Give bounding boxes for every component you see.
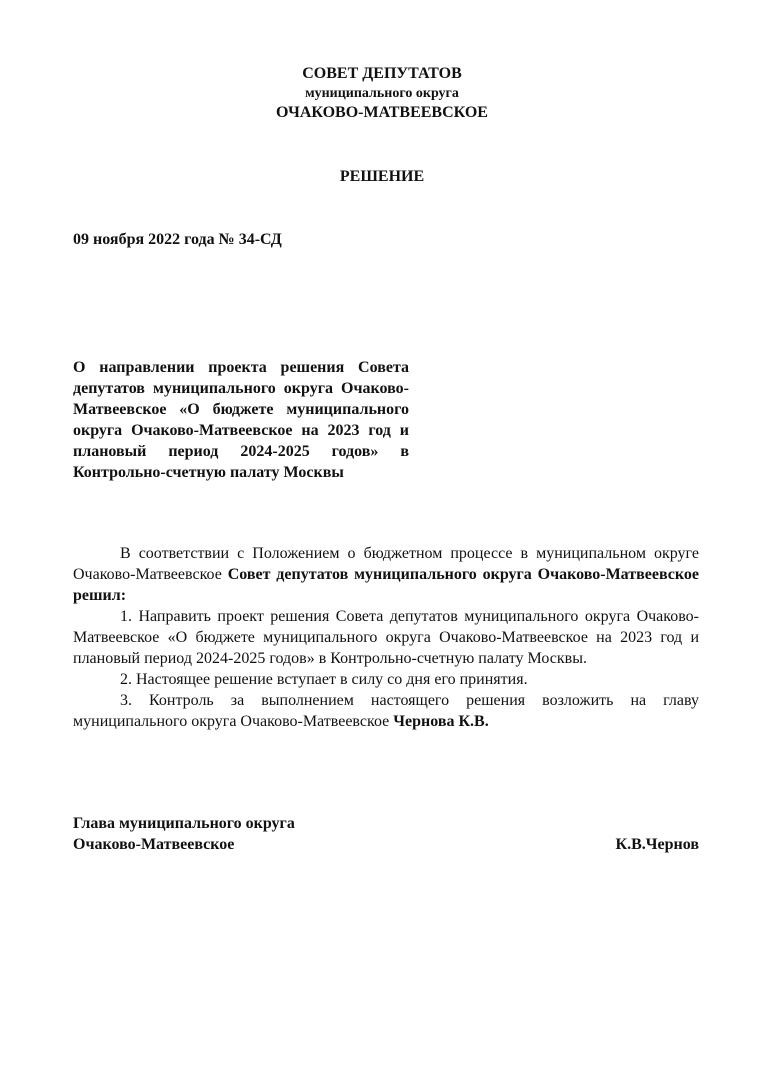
item-2: 2. Настоящее решение вступает в силу со дня его принятия. (120, 671, 528, 688)
item-3 (73, 690, 699, 732)
item-3-text: 3. Контроль за выполнением настоящего решения возложить на главу муниципального округа Очаково-Матвеевское (73, 692, 699, 730)
signatory-title-line1: Глава муниципального округа (73, 815, 295, 832)
signatory-name: К.В.Чернов (615, 836, 699, 853)
signature-row (73, 834, 699, 855)
district-subtitle: муниципального округа (305, 86, 459, 101)
signature-block (73, 813, 699, 855)
item-3-name: Чернова К.В. (393, 713, 489, 730)
district-name: ОЧАКОВО-МАТВЕЕВСКОЕ (276, 104, 488, 121)
document-type: РЕШЕНИЕ (339, 168, 425, 185)
preamble-resolution: Совет депутатов муниципального округа Очаково-Матвеевское решил: (73, 566, 700, 604)
item-1: 1. Направить проект решения Совета депутатов муниципального округа Очаково-Матвеевское «О бюджете муниципального округа Очаково-Матвеевское на 2023 год и плановый период 2024-2025 годов» в Контрольно-счетную палату Москвы. (73, 608, 699, 667)
date-and-number: 09 ноября 2022 года № 34-СД (73, 231, 282, 248)
decision-body (73, 543, 699, 732)
decision-subject: О направлении проекта решения Совета депутатов муниципального округа Очаково-Матвеевское «О бюджете муниципального округа Очаково-Матвеевское на 2023 год и плановый период 2024-2025 годов» в Контрольно-счетную палату Москвы (73, 359, 409, 481)
signatory-title-line2: Очаково-Матвеевское (73, 836, 235, 853)
preamble-text: В соответствии с Положением о бюджетном процессе в муниципальном округе Очаково-Матвеевское (73, 545, 699, 583)
document-header (0, 64, 764, 123)
preamble-paragraph (73, 543, 699, 606)
council-title: СОВЕТ ДЕПУТАТОВ (302, 65, 462, 82)
